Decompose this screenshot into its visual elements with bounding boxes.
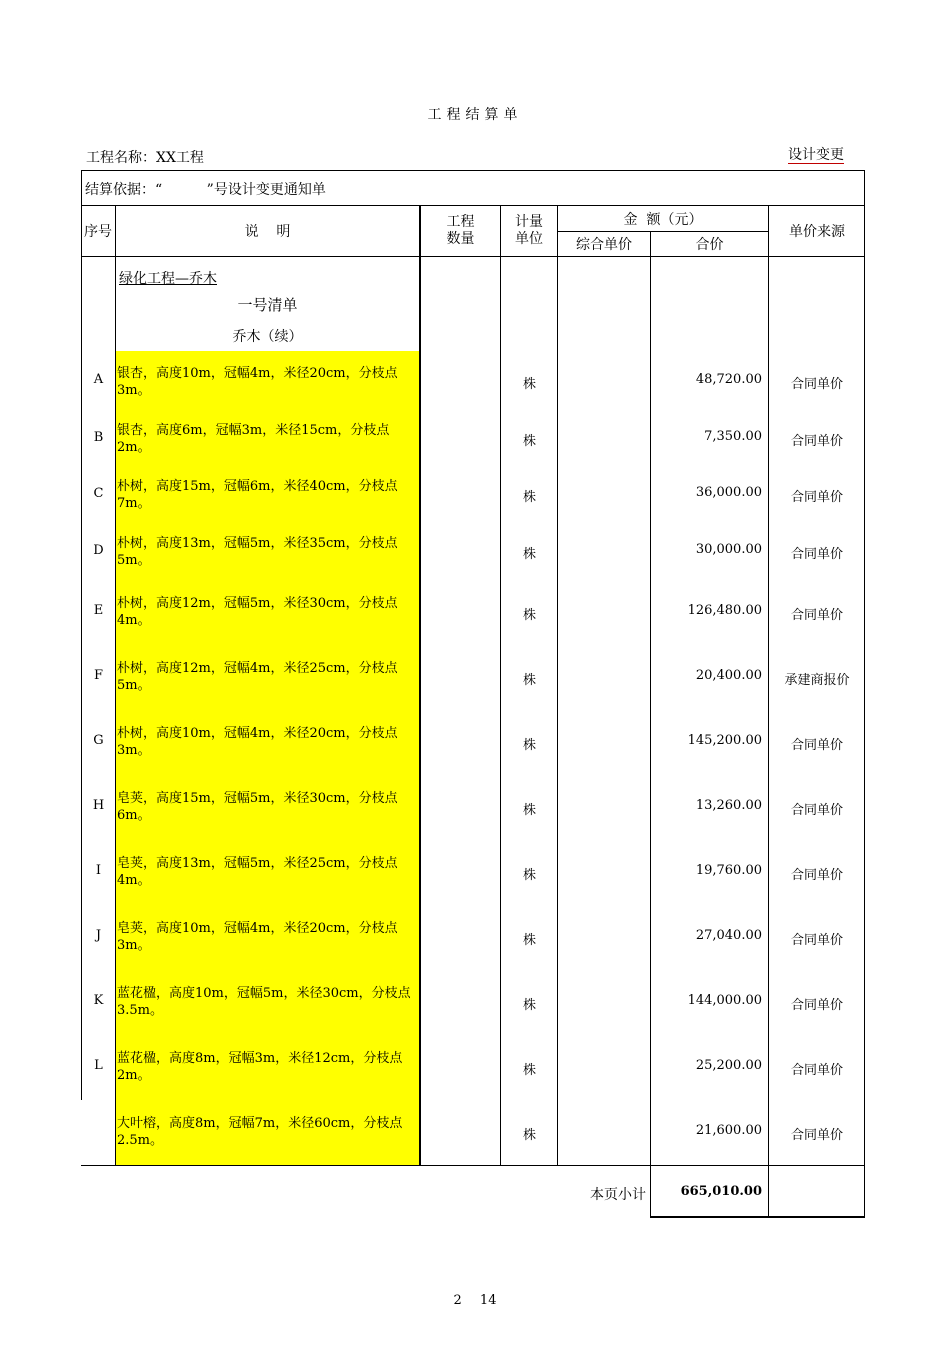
row-unit: 株	[522, 377, 536, 392]
row-desc: 朴树，高度12m，冠幅5m，米径30cm，分枝点4m。	[117, 596, 398, 628]
row-id: B	[93, 430, 104, 445]
table-row	[81, 710, 865, 775]
header-total: 合价	[695, 237, 724, 253]
row-unit: 株	[522, 1063, 536, 1078]
header-bottom	[81, 256, 865, 257]
page-number: 2 14	[453, 1293, 497, 1308]
row-desc: 银杏，高度6m，冠幅3m，米径15cm，分枝点2m。	[117, 423, 390, 455]
row-source: 合同单价	[790, 377, 843, 392]
row-total: 21,600.00	[695, 1123, 762, 1138]
table-row	[81, 467, 865, 524]
project-name: 工程名称：XX工程	[86, 150, 204, 166]
table-row	[81, 840, 865, 905]
row-unit: 株	[522, 547, 536, 562]
row-id: A	[93, 372, 104, 387]
row-unit: 株	[522, 998, 536, 1013]
table-row	[81, 1035, 865, 1100]
subtotal-label: 本页小计	[590, 1187, 646, 1203]
table-row	[81, 411, 865, 467]
row-id: K	[93, 993, 104, 1008]
row-source: 合同单价	[790, 608, 843, 623]
row-desc: 皂荚，高度15m，冠幅5m，米径30cm，分枝点6m。	[117, 791, 398, 823]
header-amount: 金 额（元）	[623, 211, 703, 228]
row-total: 13,260.00	[695, 798, 762, 813]
row-total: 19,760.00	[695, 863, 762, 878]
row-id: D	[93, 543, 104, 558]
section-list: 一号清单	[237, 296, 298, 314]
table-row	[81, 970, 865, 1035]
row-source: 合同单价	[790, 933, 843, 948]
header-source: 单价来源	[789, 224, 845, 240]
header-qty: 工程 数量	[446, 214, 475, 247]
table-row	[81, 775, 865, 840]
row-source: 合同单价	[790, 490, 843, 505]
document-title: 工程结算单	[427, 107, 523, 123]
header-unit: 计量 单位	[515, 214, 543, 247]
section-sub: 乔木（续）	[232, 329, 303, 345]
row-desc: 蓝花楹，高度10m，冠幅5m，米径30cm，分枝点3.5m。	[117, 986, 411, 1018]
row-id: L	[94, 1058, 103, 1073]
header-desc: 说 明	[244, 224, 291, 240]
row-source: 合同单价	[790, 1063, 843, 1078]
header-unit-price: 综合单价	[576, 237, 632, 253]
table-bottom	[81, 1165, 865, 1166]
border-top	[81, 170, 865, 171]
row-total: 7,350.00	[704, 429, 762, 444]
row-desc: 蓝花楹，高度8m，冠幅3m，米径12cm，分枝点2m。	[117, 1051, 403, 1083]
header-seq: 序号	[84, 224, 112, 240]
row-id: G	[93, 733, 104, 748]
table-row	[81, 1100, 865, 1165]
table-row	[81, 580, 865, 645]
section-title: 绿化工程—乔木	[119, 271, 217, 287]
row-source: 承建商报价	[784, 673, 850, 688]
row-id: F	[93, 668, 104, 683]
row-id: J	[95, 928, 102, 943]
row-total: 145,200.00	[687, 733, 762, 748]
row-desc: 朴树，高度13m，冠幅5m，米径35cm，分枝点5m。	[117, 536, 398, 568]
row-source: 合同单价	[790, 547, 843, 562]
change-type: 设计变更	[788, 147, 844, 163]
row-desc: 朴树，高度15m，冠幅6m，米径40cm，分枝点7m。	[117, 479, 398, 511]
row-id: E	[93, 603, 104, 618]
row-source: 合同单价	[790, 868, 843, 883]
basis-text: 结算依据：“ ”号设计变更通知单	[85, 182, 326, 198]
table-row	[81, 905, 865, 970]
table-row	[81, 351, 865, 411]
settlement-table	[81, 170, 865, 1217]
row-id: I	[95, 863, 102, 878]
row-total: 36,000.00	[695, 485, 762, 500]
row-unit: 株	[522, 868, 536, 883]
row-source: 合同单价	[790, 434, 843, 449]
row-source: 合同单价	[790, 1128, 843, 1143]
subtotal-value: 665,010.00	[680, 1184, 762, 1199]
row-total: 25,200.00	[695, 1058, 762, 1073]
row-source: 合同单价	[790, 998, 843, 1013]
row-desc: 银杏，高度10m，冠幅4m，米径20cm，分枝点3m。	[117, 366, 398, 398]
row-unit: 株	[522, 738, 536, 753]
row-total: 27,040.00	[695, 928, 762, 943]
row-id: H	[92, 798, 105, 813]
row-desc: 皂荚，高度10m，冠幅4m，米径20cm，分枝点3m。	[117, 921, 398, 953]
row-unit: 株	[522, 1128, 536, 1143]
row-unit: 株	[522, 803, 536, 818]
row-desc: 朴树，高度12m，冠幅4m，米径25cm，分枝点5m。	[117, 661, 398, 693]
row-desc: 朴树，高度10m，冠幅4m，米径20cm，分枝点3m。	[117, 726, 398, 758]
row-total: 144,000.00	[687, 993, 762, 1008]
row-unit: 株	[522, 434, 536, 449]
subtotal-bottom	[650, 1216, 865, 1218]
row-total: 48,720.00	[695, 372, 762, 387]
row-source: 合同单价	[790, 803, 843, 818]
row-total: 20,400.00	[695, 668, 762, 683]
row-source: 合同单价	[790, 738, 843, 753]
row-desc: 皂荚，高度13m，冠幅5m，米径25cm，分枝点4m。	[117, 856, 398, 888]
table-row	[81, 524, 865, 580]
row-unit: 株	[522, 933, 536, 948]
row-desc: 大叶榕，高度8m，冠幅7m，米径60cm，分枝点2.5m。	[117, 1116, 403, 1148]
row-unit: 株	[522, 608, 536, 623]
row-unit: 株	[522, 673, 536, 688]
row-id: C	[93, 486, 104, 501]
row-total: 126,480.00	[687, 603, 762, 618]
row-unit: 株	[522, 490, 536, 505]
table-row	[81, 645, 865, 710]
row-total: 30,000.00	[695, 542, 762, 557]
